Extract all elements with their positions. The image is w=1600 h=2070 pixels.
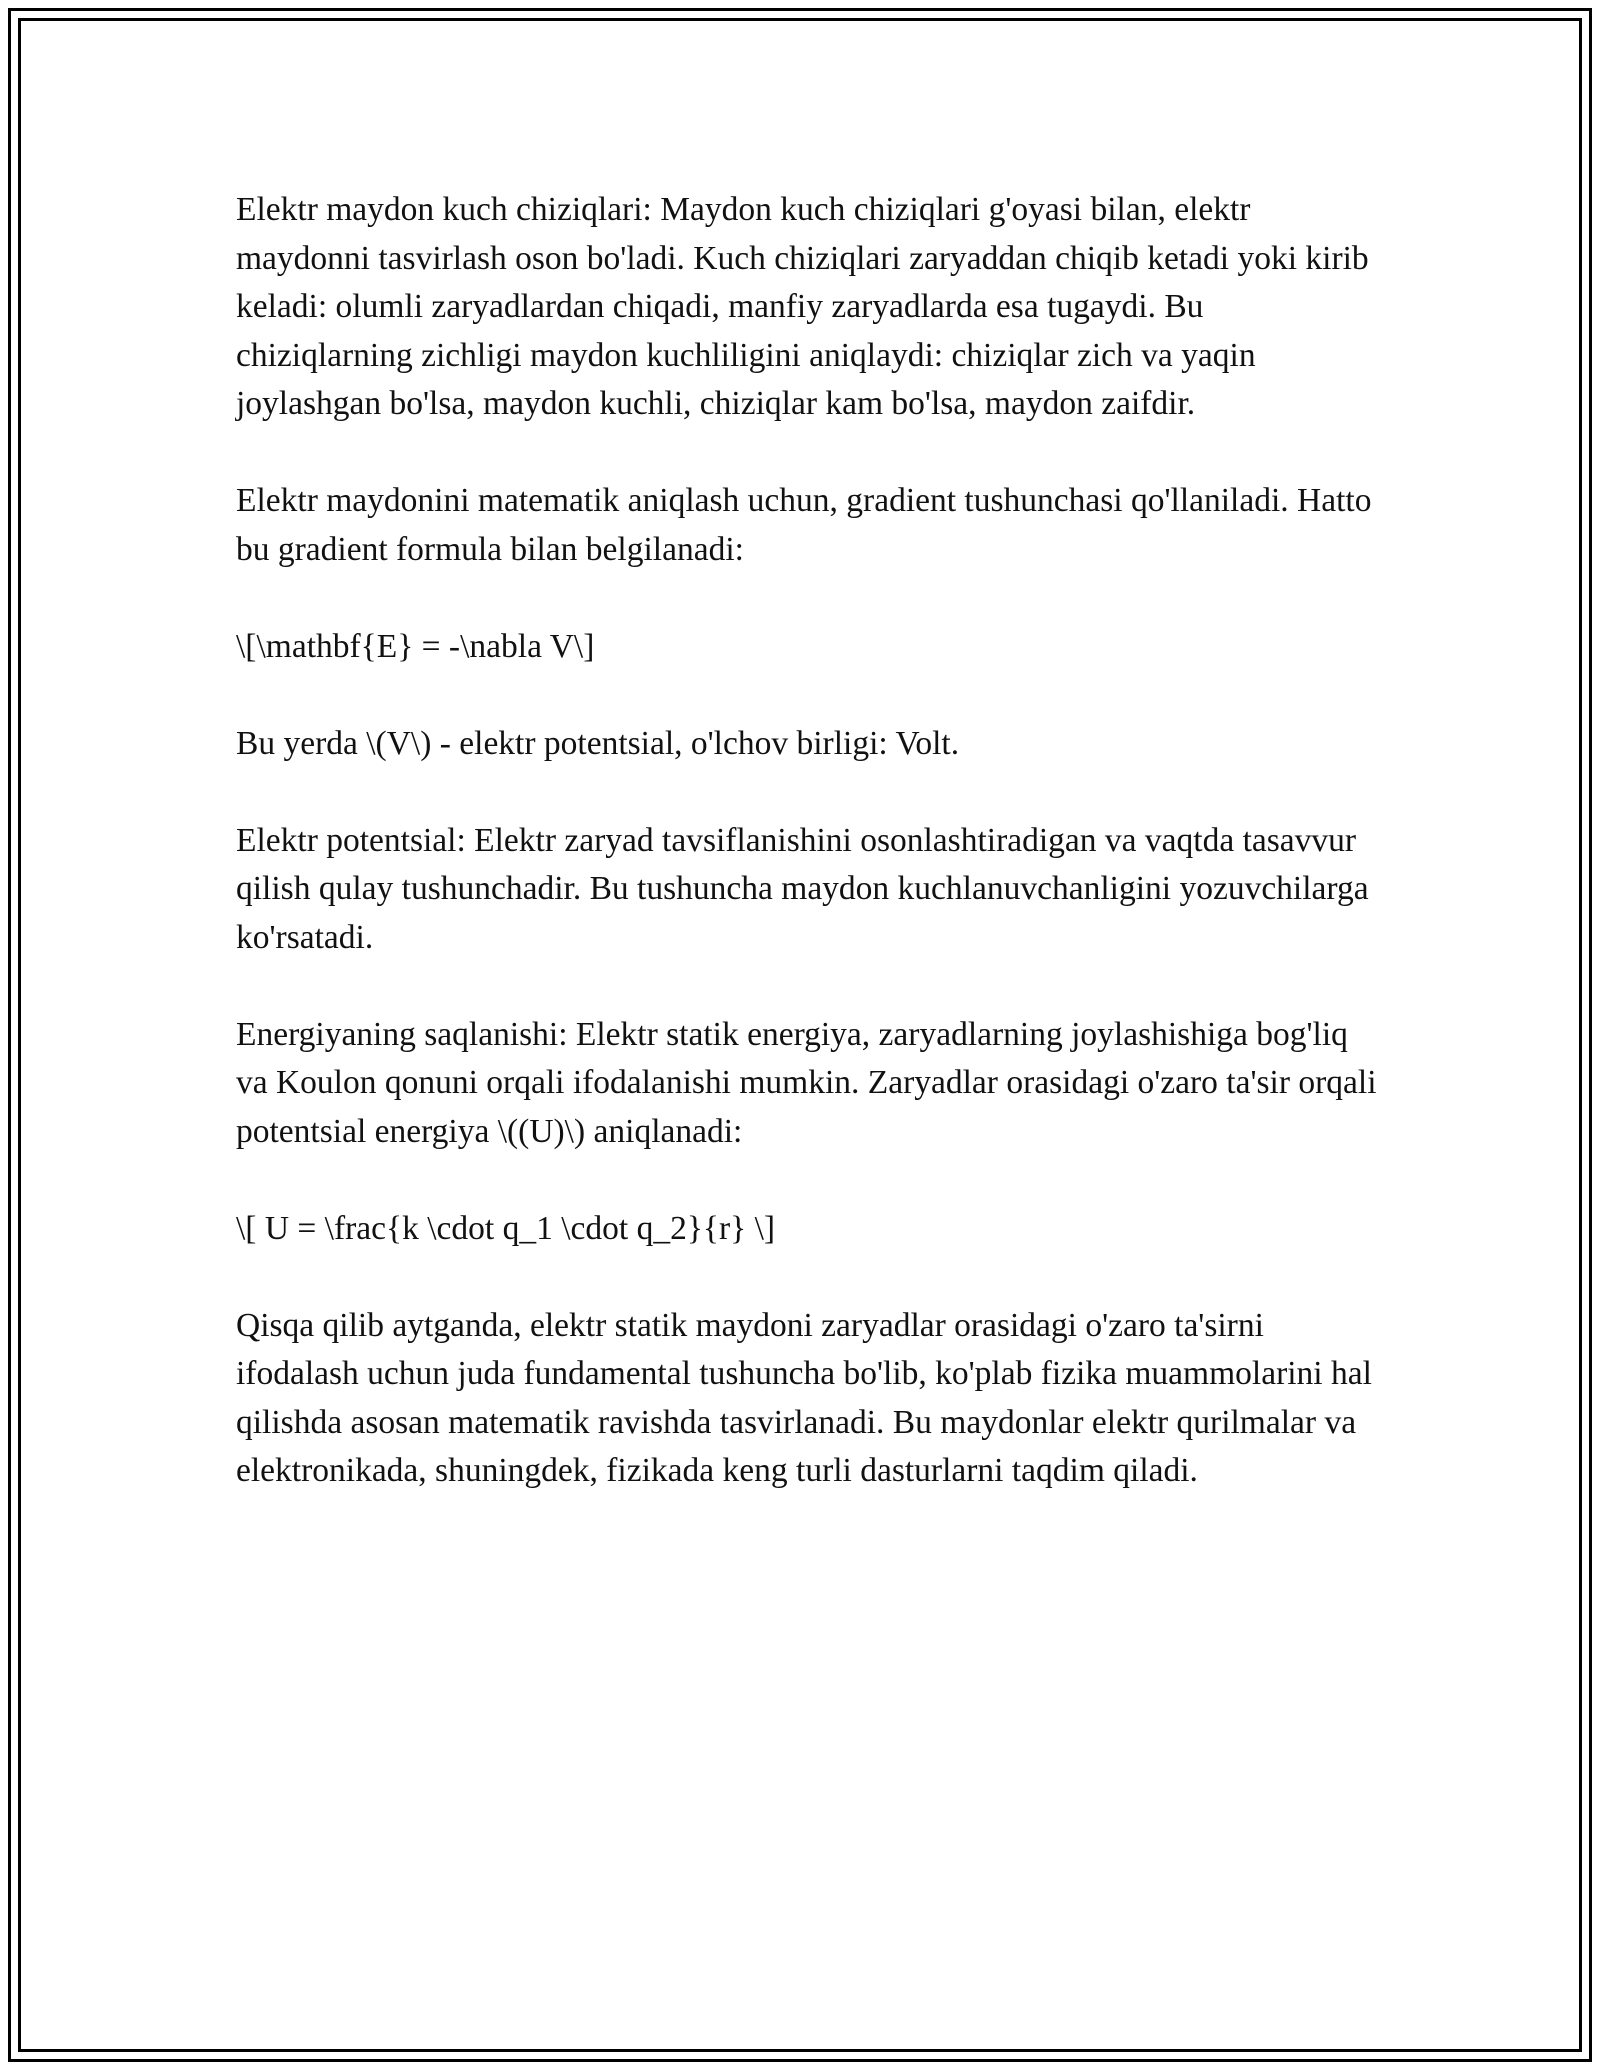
paragraph-field-lines: Elektr maydon kuch chiziqlari: Maydon kuch chiziqlari g'oyasi bilan, elektr maydonni tasvirlash oson bo'ladi. Kuch chiziqlari zaryaddan chiqib ketadi yoki kirib keladi: olumli zaryadlardan chiqadi, manfiy zaryadlarda esa tugaydi. Bu chiziqlarning zichligi maydon kuchliligini aniqlaydi: chiziqlar zich va yaqin joylashgan bo'lsa, maydon kuchli, chiziqlar kam bo'lsa, maydon zaifdir.: [236, 191, 1369, 422]
paragraph-electric-potential: Elektr potentsial: Elektr zaryad tavsiflanishini osonlashtiradigan va vaqtda tasavvur qilish qulay tushunchadir. Bu tushuncha maydon kuchlanuvchanligini yozuvchilarga ko'rsatadi.: [236, 821, 1369, 956]
paragraph-potential-unit: Bu yerda \(V\) - elektr potentsial, o'lchov birligi: Volt.: [236, 724, 960, 762]
document-body: [236, 186, 1386, 1496]
paragraph-energy-conservation: Energiyaning saqlanishi: Elektr statik energiya, zaryadlarning joylashishiga bog'liq va Koulon qonuni orqali ifodalanishi mumkin. Zaryadlar orasidagi o'zaro ta'sir orqali potentsial energiya \((U)\) aniqlanadi:: [236, 1015, 1377, 1150]
formula-gradient: \[\mathbf{E} = -\nabla V\]: [236, 627, 595, 665]
paragraph-summary: Qisqa qilib aytganda, elektr statik maydoni zaryadlar orasidagi o'zaro ta'sirni ifodalash uchun juda fundamental tushuncha bo'lib, ko'plab fizika muammolarini hal qilishda asosan matematik ravishda tasvirlanadi. Bu maydonlar elektr qurilmalar va elektronikada, shuningdek, fizikada keng turli dasturlarni taqdim qiladi.: [236, 1306, 1372, 1489]
paragraph-gradient-intro: Elektr maydonini matematik aniqlash uchun, gradient tushunchasi qo'llaniladi. Hatto bu gradient formula bilan belgilanadi:: [236, 482, 1372, 568]
formula-potential-energy: \[ U = \frac{k \cdot q_1 \cdot q_2}{r} \]: [236, 1209, 776, 1247]
